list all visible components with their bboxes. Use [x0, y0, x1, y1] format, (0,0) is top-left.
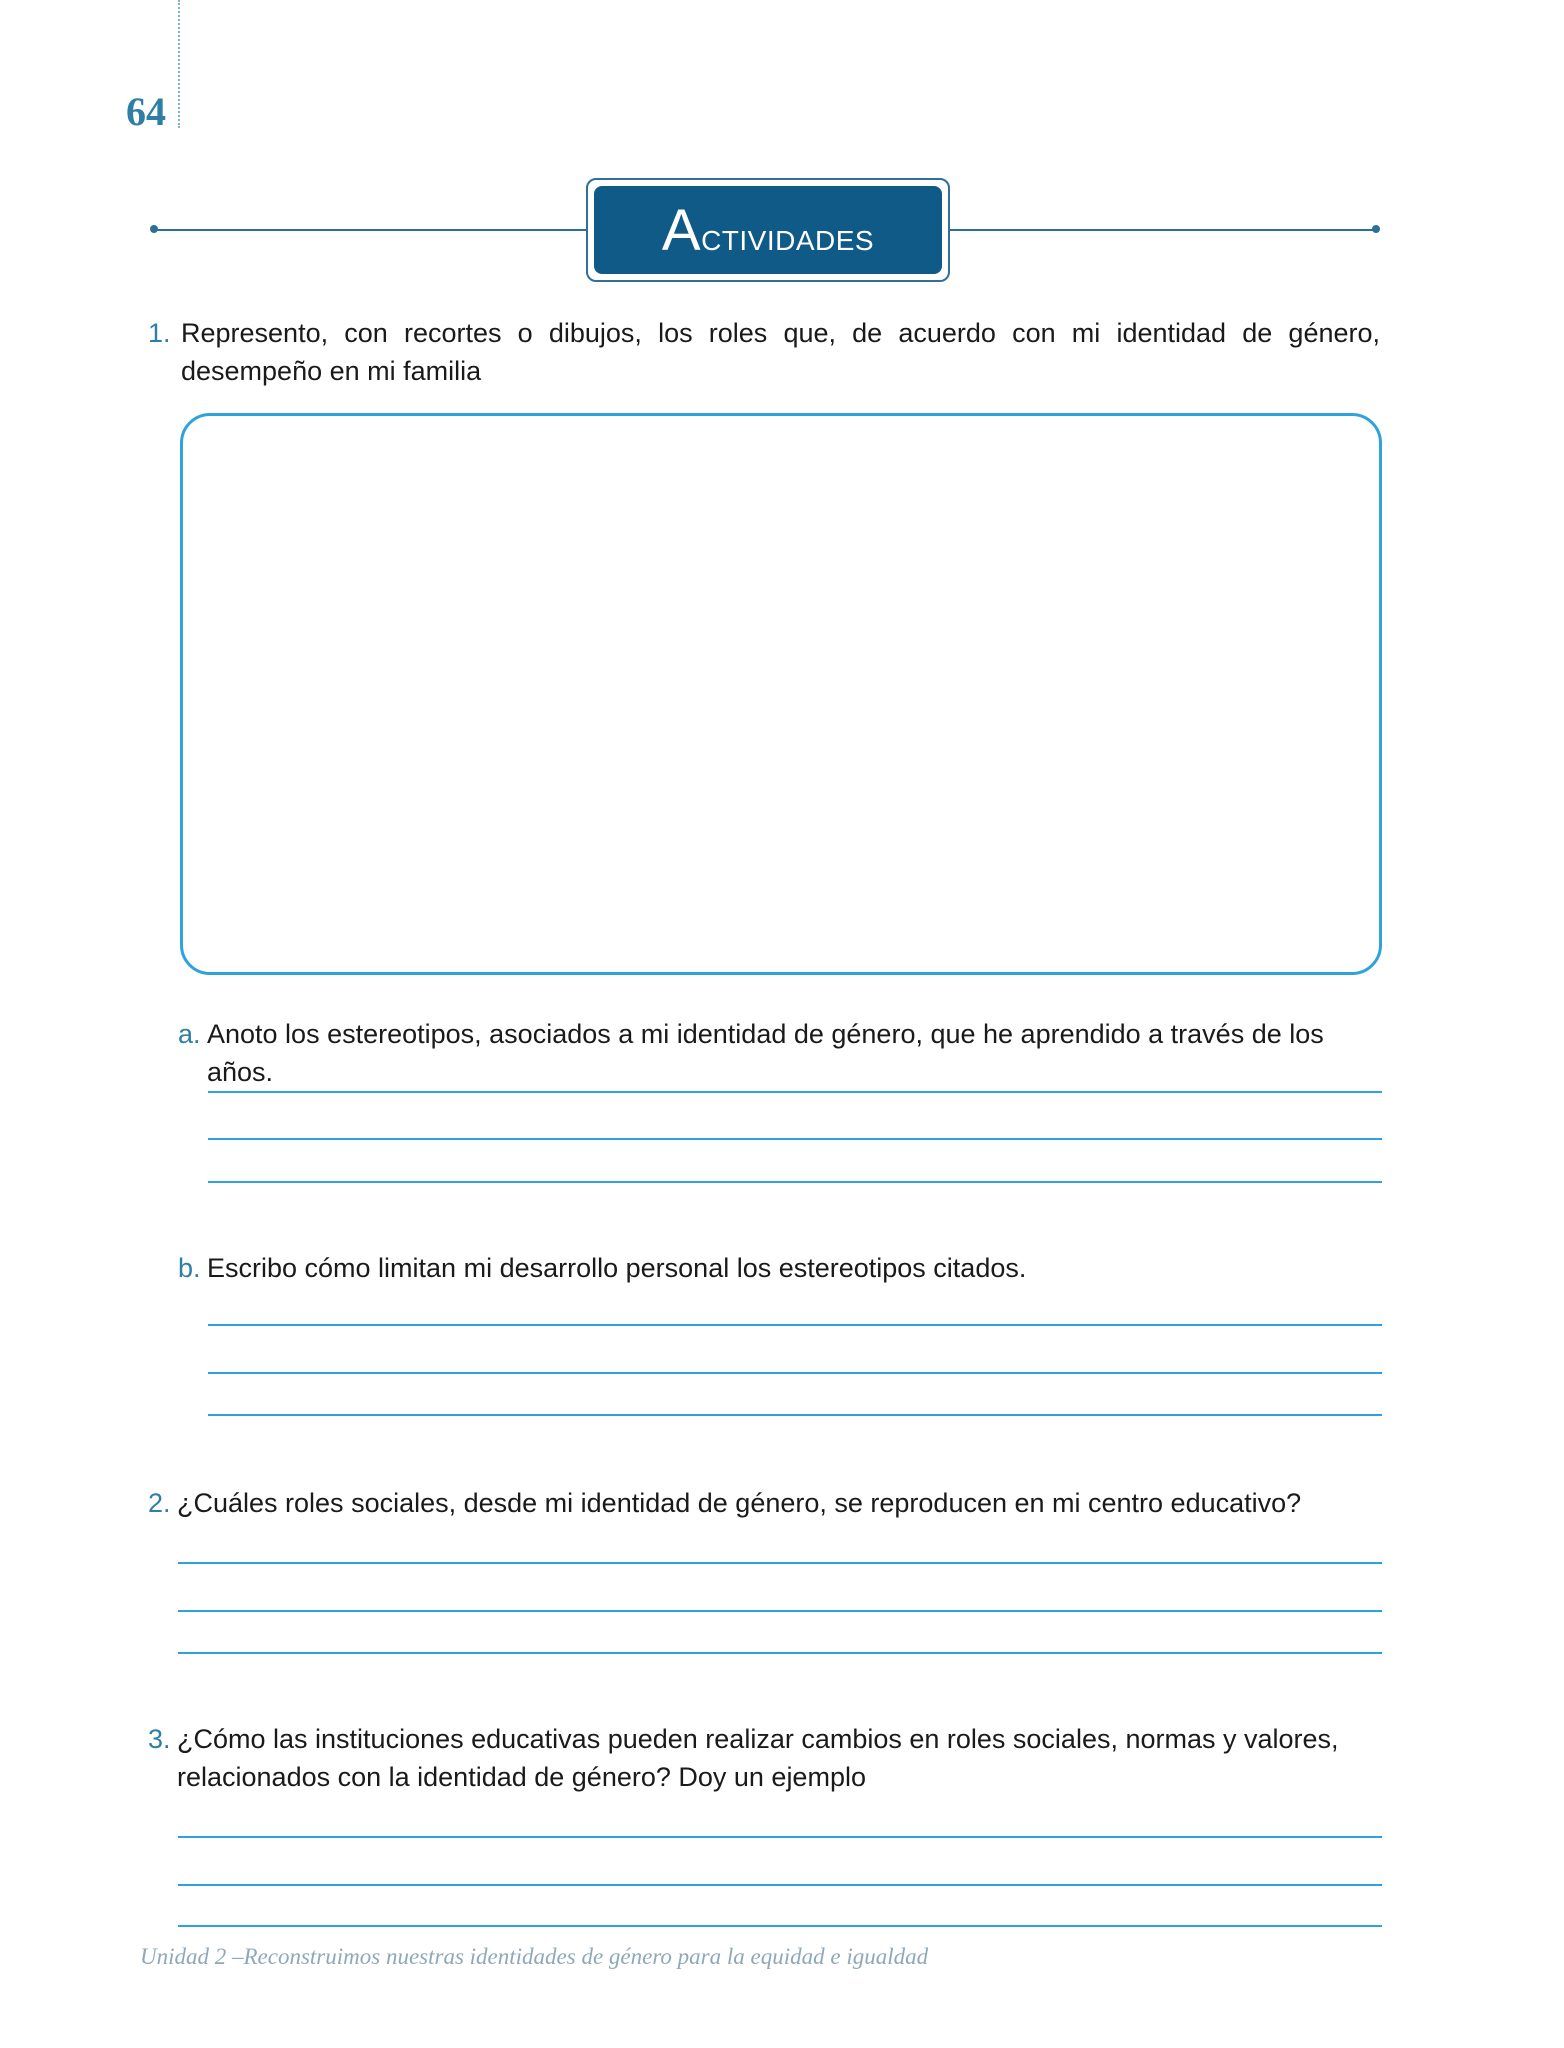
activity-3-text: ¿Cómo las instituciones educativas pueden realizar cambios en roles sociales, normas y valores, relacionados con la identidad de género? Doy un ejemplo: [177, 1724, 1339, 1792]
activity-1b-label: b.: [178, 1253, 201, 1283]
answer-line-1b-2[interactable]: [208, 1372, 1382, 1374]
answer-line-3-2[interactable]: [178, 1884, 1382, 1886]
activity-2-number: 2.: [148, 1488, 171, 1518]
activity-1-text: Represento, con recortes o dibujos, los roles que, de acuerdo con mi identidad de género, desempeño en mi familia: [181, 318, 1380, 386]
activity-1b: [178, 1249, 1388, 1287]
header-rule-right: [950, 229, 1376, 231]
answer-line-3-1[interactable]: [178, 1836, 1382, 1838]
answer-line-2-2[interactable]: [178, 1610, 1382, 1612]
margin-dotted-rule: [178, 0, 180, 128]
page-number: 64: [126, 89, 166, 134]
answer-line-2-3[interactable]: [178, 1652, 1382, 1654]
answer-line-1a-2[interactable]: [208, 1138, 1382, 1140]
activity-3: [148, 1720, 1388, 1796]
activity-1a-label: a.: [178, 1019, 201, 1049]
footer-unit-title: Unidad 2 –Reconstruimos nuestras identidades de género para la equidad e igualdad: [140, 1944, 929, 1969]
activity-1a: [178, 1015, 1388, 1091]
activity-1a-text: Anoto los estereotipos, asociados a mi identidad de género, que he aprendido a través de los años.: [207, 1019, 1324, 1087]
answer-line-3-3[interactable]: [178, 1925, 1382, 1927]
answer-line-2-1[interactable]: [178, 1562, 1382, 1564]
activity-2: [148, 1484, 1388, 1522]
drawing-area[interactable]: [180, 413, 1382, 975]
header-rule-dot-right: [1372, 225, 1380, 233]
answer-line-1a-1[interactable]: [208, 1091, 1382, 1093]
header-rule-left: [154, 229, 586, 231]
activity-1-number: 1.: [148, 318, 171, 348]
activity-1: [148, 314, 1380, 390]
activity-3-number: 3.: [148, 1724, 171, 1754]
activity-1b-text: Escribo cómo limitan mi desarrollo personal los estereotipos citados.: [207, 1253, 1027, 1283]
activity-2-text: ¿Cuáles roles sociales, desde mi identidad de género, se reproducen en mi centro educativo?: [177, 1488, 1302, 1518]
section-title: Actividades: [661, 197, 875, 263]
answer-line-1b-1[interactable]: [208, 1324, 1382, 1326]
section-title-box: [594, 186, 942, 274]
answer-line-1b-3[interactable]: [208, 1414, 1382, 1416]
answer-line-1a-3[interactable]: [208, 1181, 1382, 1183]
